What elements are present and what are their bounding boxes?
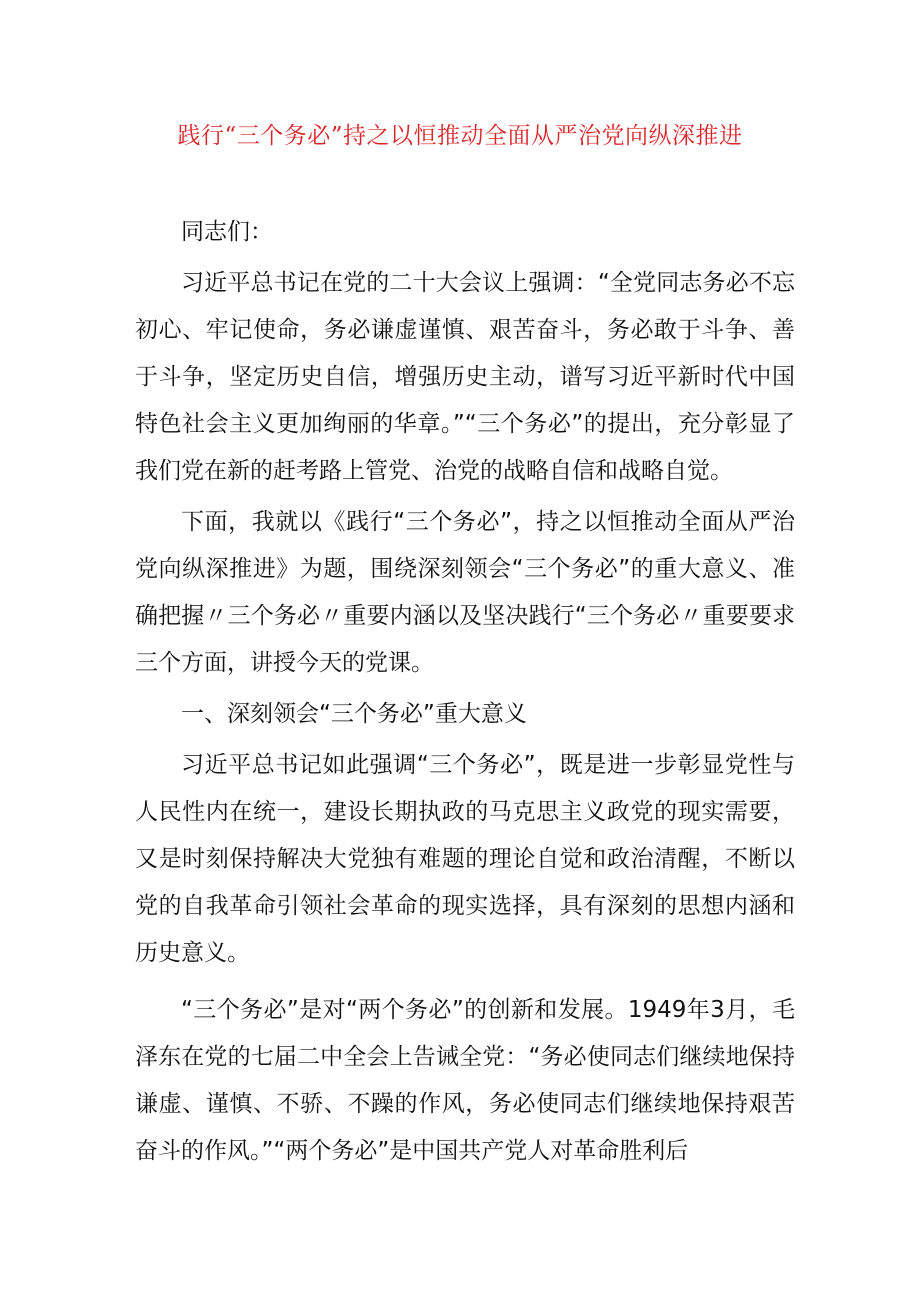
salutation: 同志们： (181, 219, 273, 245)
paragraph-intro: 习近平总书记在党的二十大会议上强调：“全党同志务必不忘初心、牢记使命，务必谦虚谨慎、艰苦奋斗，务必敢于斗争、善于斗争，坚定历史自信，增强历史主动，谱写习近平新时代中国特色社会主义更加绚丽的华章。”“三个务必”的提出，充分彰显了我们党在新的赶考路上管党、治党的战略自信和战略自觉。 (135, 270, 795, 484)
document-body (135, 209, 795, 1175)
document-title: 践行“三个务必”持之以恒推动全面从严治党向纵深推进 (177, 123, 743, 149)
paragraph-significance: 习近平总书记如此强调“三个务必”，既是进一步彰显党性与人民性内在统一，建设长期执政的马克思主义政党的现实需要，又是时刻保持解决大党独有难题的理论自觉和政治清醒，不断以党的自我革命引领社会革命的现实选择，具有深刻的思想内涵和历史意义。 (135, 752, 795, 966)
paragraph-outline: 下面，我就以《践行“三个务必”，持之以恒推动全面从严治党向纵深推进》为题，围绕深刻领会“三个务必”的重大意义、准确把握〃三个务必〃重要内涵以及坚决践行“三个务必〃重要要求三个方面，讲授今天的党课。 (135, 509, 795, 676)
paragraph-history: “三个务必”是对“两个务必”的创新和发展。1949年3月，毛泽东在党的七届二中全会上告诫全党：“务必使同志们继续地保持谦虚、谨慎、不骄、不躁的作风，务必使同志们继续地保持艰苦奋斗的作风。”“两个务必”是中国共产党人对革命胜利后 (135, 997, 795, 1164)
section-heading-one: 一、深刻领会“三个务必”重大意义 (181, 701, 527, 727)
